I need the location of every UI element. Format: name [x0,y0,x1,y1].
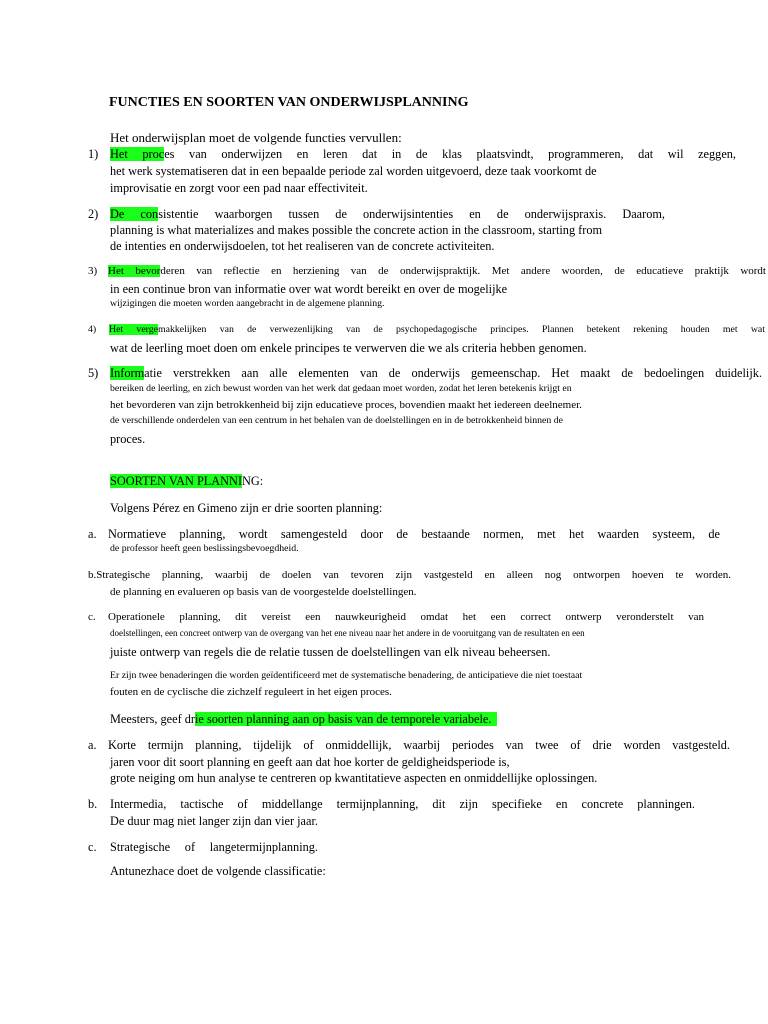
highlight: SOORTEN VAN PLANNI [110,474,243,488]
page-title: FUNCTIES EN SOORTEN VAN ONDERWIJSPLANNING [109,95,469,110]
type-a-line-2: de professor heeft geen beslissingsbevoegdheid. [110,543,299,554]
item-4-line-2: wat de leerling moet doen om enkele principes te verwerven die we als criteria hebben genomen. [110,341,587,355]
item-3-line-2: in een continue bron van informatie over wat wordt bereikt en over de mogelijke [110,282,508,296]
item-3-line-3: wijzigingen die moeten worden aangebracht in de algemene planning. [110,298,385,309]
item-4-line-1: Het vergemakkelijken van de verwezenlijking van de psychopedagogische principes. Plannen betekent rekening houden met wat [109,324,765,335]
temporal-b-label: b. [88,797,98,811]
highlight: Het proc [110,147,165,161]
temporal-a-line-2: jaren voor dit soort planning en geeft aan dat hoe korter de geldigheidsperiode is, [110,755,510,769]
item-3-line-1: Het bevorderen van reflectie en herziening van de onderwijspraktijk. Met andere woorden, de educatieve praktijk wordt [108,265,766,277]
functions-intro: Het onderwijsplan moet de volgende functies vervullen: [110,130,402,145]
item-2-line-2: planning is what materializes and makes possible the concrete action in the classroom, starting from [110,223,603,237]
item-5-line-3: het bevorderen van zijn betrokkenheid bij zijn educatieve proces, bovendien maakt het iedereen deelnemer. [110,399,582,411]
temporal-b-line-1: Intermedia, tactische of middellange termijnplanning, dit zijn specifieke en concrete planningen. [110,797,695,811]
type-a-line-1: Normatieve planning, wordt samengesteld door de bestaande normen, met het waarden systeem, de [108,527,720,541]
item-2-number: 2) [88,207,99,221]
temporal-b-line-2: De duur mag niet langer zijn dan vier jaar. [110,814,318,828]
type-c-label: c. [88,611,96,623]
item-3-number: 3) [88,265,98,277]
approach-line-1: Er zijn twee benaderingen die worden geïdentificeerd met de systematische benadering, de anticipatieve die niet toestaat [110,670,583,681]
item-4-number: 4) [88,324,97,335]
item-5-line-1: Informatie verstrekken aan alle elementen van de onderwijs gemeenschap. Het maakt de bedoelingen duidelijk. [110,366,762,380]
section-heading-soorten: SOORTEN VAN PLANNING: [110,474,264,488]
item-1-line-2: het werk systematiseren dat in een bepaalde periode zal worden uitgevoerd, deze taak voorkomt de [110,164,597,178]
item-1-line-1: Het proces van onderwijzen en leren dat in de klas plaatsvindt, programmeren, dat wil zeggen, [110,147,736,161]
temporal-a-line-1: Korte termijn planning, tijdelijk of onmiddellijk, waarbij periodes van twee of drie worden vastgesteld. [108,738,730,752]
type-b-line-2: de planning en evalueren op basis van de voorgestelde doelstellingen. [110,586,417,598]
temporal-c-line-1: Strategische of langetermijnplanning. [110,840,318,854]
temporal-a-label: a. [88,738,97,752]
item-5-line-2: bereiken de leerling, en zich bewust worden van het werk dat gedaan moet worden, zodat het leren betekenis krijgt en [110,383,572,394]
item-2-line-3: de intenties en onderwijsdoelen, tot het realiseren van de concrete activiteiten. [110,239,495,253]
type-c-line-3: juiste ontwerp van regels die de relatie tussen de doelstellingen van elk niveau beheersen. [110,645,551,659]
item-1-number: 1) [88,147,99,161]
item-5-line-5: proces. [110,432,146,446]
item-1-line-3: improvisatie en zorgt voor een pad naar effectiviteit. [110,181,368,195]
temporal-a-line-3: grote neiging om hun analyse te centreren op kwantitatieve aspecten en onmiddellijke oplossingen. [110,771,598,785]
temporal-c-label: c. [88,840,97,854]
type-b-line-1: b.Strategische planning, waarbij de doelen van tevoren zijn vastgesteld en alleen nog ontworpen hoeven te worden. [88,569,731,581]
section-intro: Volgens Pérez en Gimeno zijn er drie soorten planning: [110,501,383,515]
item-2-line-1: De consistentie waarborgen tussen de onderwijsintenties en de onderwijspraxis. Daarom, [110,207,665,221]
highlight: Het bevor [108,265,161,277]
highlight: Het verge [109,324,158,335]
closing-line: Antunezhace doet de volgende classificatie: [110,864,326,878]
type-c-line-2: doelstellingen, een concreet ontwerp van de overgang van het ene niveau naar het andere in de vooruitgang van de resultaten en een [110,628,585,638]
type-c-line-1: Operationele planning, dit vereist een nauwkeurigheid omdat het een correct ontwerp veronderstelt van [108,611,704,623]
highlight: Inform [110,366,145,380]
item-5-line-4: de verschillende onderdelen van een centrum in het behalen van de doelstellingen en in de betrokkenheid binnen de [110,415,563,426]
highlight: ie soorten planning aan op basis van de temporele variabele. [195,712,497,726]
type-a-label: a. [88,527,97,541]
item-5-number: 5) [88,366,99,380]
highlight: De con [110,207,159,221]
approach-line-2: fouten en de cyclische die zichzelf reguleert in het eigen proces. [110,686,392,698]
meesters-line: Meesters, geef drie soorten planning aan op basis van de temporele variabele. [110,713,497,725]
